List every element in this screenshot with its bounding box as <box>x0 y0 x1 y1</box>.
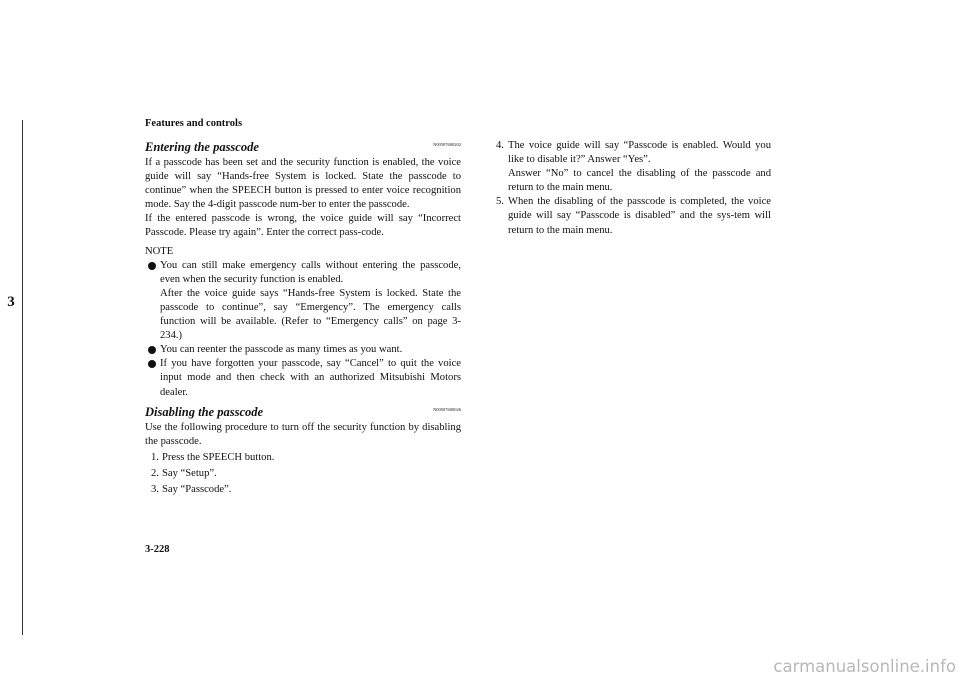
bullet-text: You can reenter the passcode as many times as you want. <box>160 344 403 356</box>
bullet-text: You can still make emergency calls without entering the passcode, even when the security function is enabled. <box>160 259 461 285</box>
bullet-dot-icon <box>148 346 156 354</box>
chapter-tab <box>0 120 23 635</box>
step-number: 4. <box>496 140 504 151</box>
chapter-number: 3 <box>7 294 15 310</box>
step-item <box>145 483 461 497</box>
step-text: Say “Passcode”. <box>162 483 232 495</box>
section-title-disabling: Disabling the passcode <box>145 404 264 419</box>
paragraph: If a passcode has been set and the security function is enabled, the voice guide will say “Hands-free System is locked. State the passcode to continue” when the SPEECH button is pressed to enter voice recognition mode. Say the 4-digit passcode num-ber to enter the passcode. <box>145 157 461 211</box>
bullet-dot-icon <box>148 262 156 270</box>
step-text: Say “Setup”. <box>162 467 217 479</box>
paragraph: If the entered passcode is wrong, the voice guide will say “Incorrect Passcode. Please try again”. Enter the correct pass-code. <box>145 213 461 239</box>
note-bullet <box>145 357 461 399</box>
bullet-extra-text: After the voice guide says “Hands-free System is locked. State the passcode to continue”, say “Emergency”. The emergency calls function will be available. (Refer to “Emergency calls” on page 3-234.) <box>160 287 461 342</box>
section-title-entering: Entering the passcode <box>145 140 259 154</box>
step-number: 5. <box>496 196 504 208</box>
watermark: carmanualsonline.info <box>773 657 956 676</box>
step-text: Press the SPEECH button. <box>162 451 275 463</box>
step-text: The voice guide will say “Passcode is enabled. Would you like to disable it?” Answer “Yes”. <box>508 140 771 166</box>
step-item <box>145 451 461 465</box>
running-header: Features and controls <box>145 118 243 129</box>
step-item <box>145 467 461 481</box>
right-column <box>496 139 771 238</box>
step-item <box>496 195 771 237</box>
step-number: 3. <box>151 483 159 495</box>
step-text: When the disabling of the passcode is completed, the voice guide will say “Passcode is disabled” and the sys-tem will return to the main menu. <box>508 196 771 236</box>
section-code: N00507600026 <box>433 406 461 412</box>
bullet-text: If you have forgotten your passcode, say “Cancel” to quit the voice input mode and then check with an authorized Mitsubishi Motors dealer. <box>160 358 461 398</box>
entering-heading <box>145 139 461 156</box>
step-item <box>496 139 771 195</box>
disabling-heading <box>145 404 461 421</box>
step-extra-text: Answer “No” to cancel the disabling of the passcode and return to the main menu. <box>508 168 771 194</box>
paragraph: Use the following procedure to turn off the security function by disabling the passcode. <box>145 421 461 447</box>
note-bullet <box>145 259 461 344</box>
bullet-dot-icon <box>148 360 156 368</box>
step-number: 2. <box>151 467 159 479</box>
left-column <box>145 139 461 497</box>
note-bullet <box>145 343 461 357</box>
step-number: 1. <box>151 451 159 463</box>
section-code: N00507600202 <box>433 142 461 147</box>
page-number: 3-228 <box>145 544 170 555</box>
note-label: NOTE <box>145 245 174 257</box>
